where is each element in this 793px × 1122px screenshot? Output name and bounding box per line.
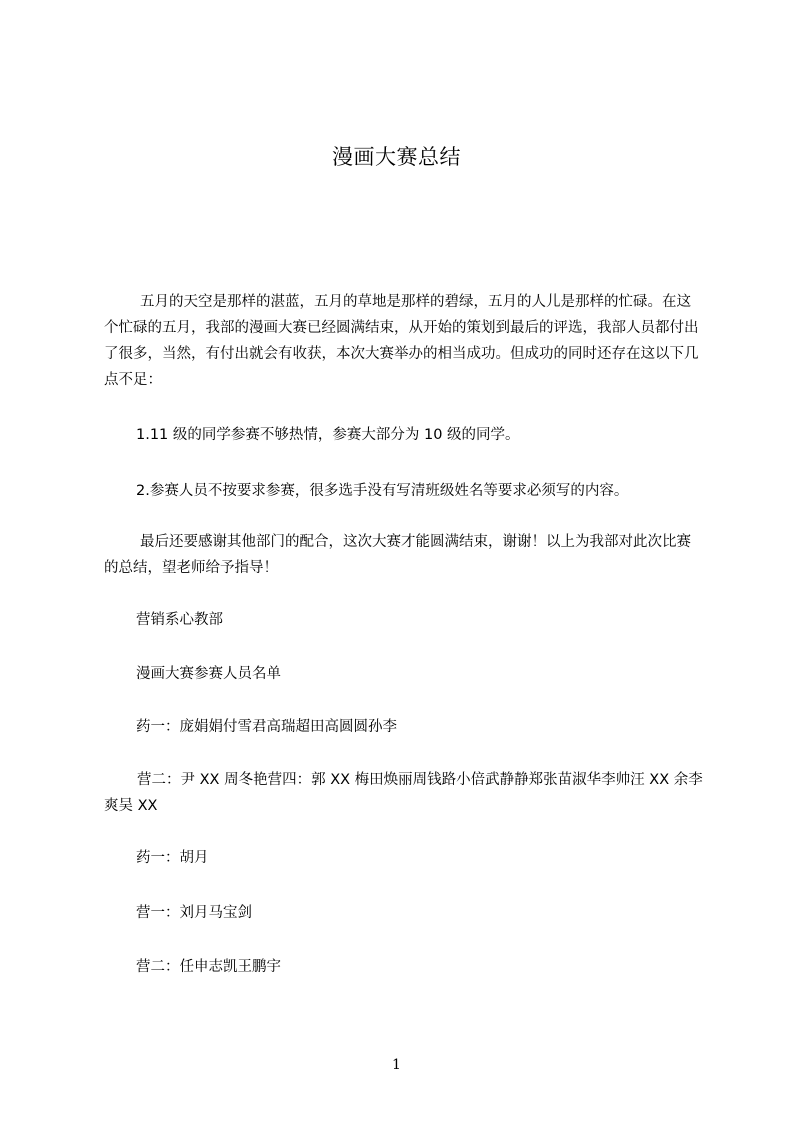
participant-list-ying1: 营一：刘月马宝剑 (136, 905, 252, 921)
participant-list-ying2-ying4: 营二：尹 XX 周冬艳营四：郭 XX 梅田焕丽周钱路小倍武静静郑张苗淑华李帅汪 XX 余李爽吴 XX (104, 772, 703, 814)
document-title: 漫画大赛总结 (332, 145, 461, 169)
thanks-paragraph: 最后还要感谢其他部门的配合，这次大赛才能圆满结束，谢谢！以上为我部对此次比赛的总结，望老师给予指导！ (104, 534, 691, 576)
participant-list-yao1-second: 药一：胡月 (136, 850, 209, 866)
page-number: 1 (392, 1057, 401, 1073)
participant-list-ying2-second: 营二：任申志凯王鹏宇 (136, 959, 281, 975)
intro-paragraph: 五月的天空是那样的湛蓝，五月的草地是那样的碧绿，五月的人儿是那样的忙碌。在这个忙碌的五月，我部的漫画大赛已经圆满结束，从开始的策划到最后的评选，我部人员都付出了很多，当然，有付出就会有收获，本次大赛举办的相当成功。但成功的同时还存在这以下几点不足： (104, 294, 699, 388)
participant-list-yao1: 药一：庞娟娟付雪君高瑞超田高圆圆孙李 (136, 719, 397, 735)
shortcoming-item-2: 2.参赛人员不按要求参赛，很多选手没有写清班级姓名等要求必须写的内容。 (136, 483, 629, 499)
department-signature: 营销系心教部 (136, 612, 223, 628)
participant-list-title: 漫画大赛参赛人员名单 (136, 666, 281, 682)
shortcoming-item-1: 1.11 级的同学参赛不够热情，参赛大部分为 10 级的同学。 (136, 427, 520, 443)
